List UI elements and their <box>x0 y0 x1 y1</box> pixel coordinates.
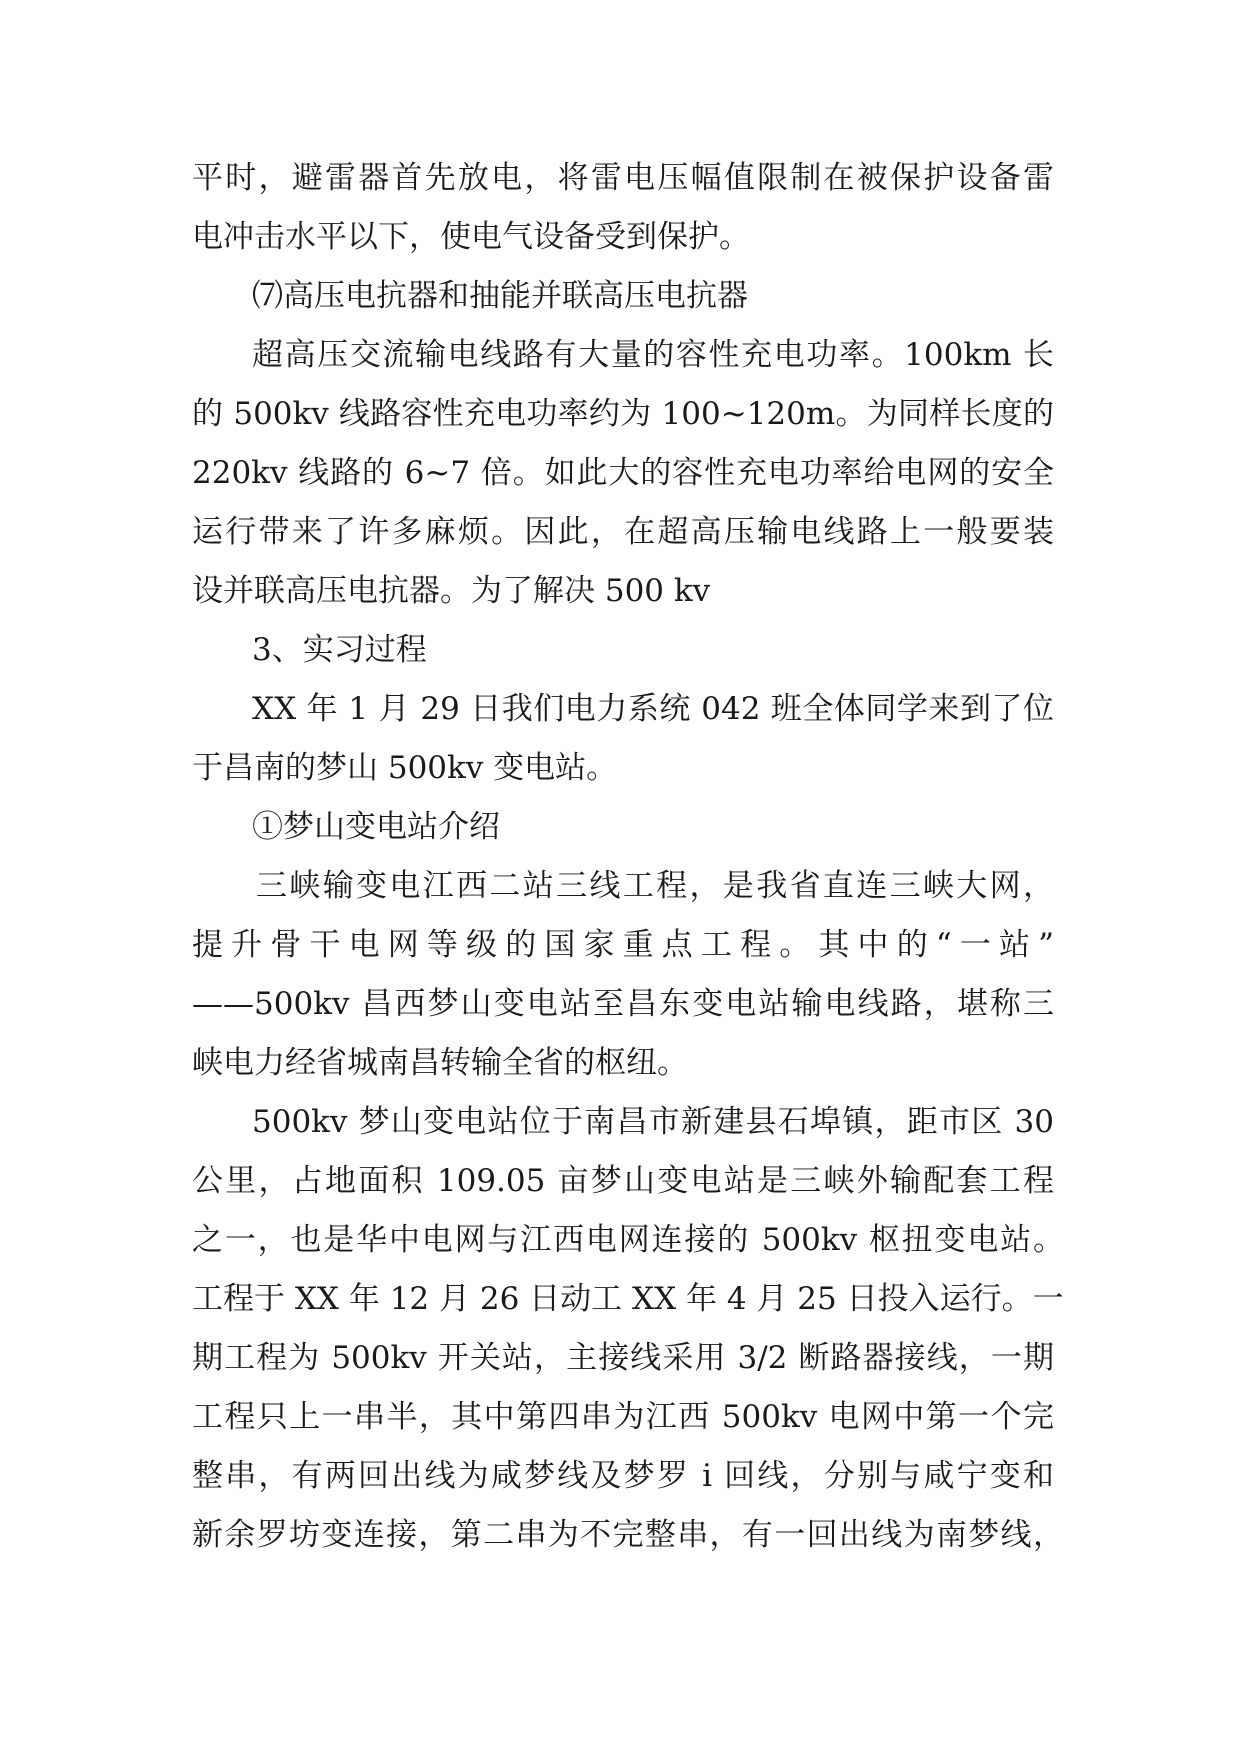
text-line: 新余罗坊变连接，第二串为不完整串，有一回出线为南梦线， <box>192 1517 1064 1553</box>
text-line: 500kv 梦山变电站位于南昌市新建县石埠镇，距市区 30 <box>252 1104 1054 1140</box>
section-heading: ①梦山变电站介绍 <box>252 809 500 845</box>
text-line: 三峡输变电江西二站三线工程，是我省直连三峡大网， <box>256 868 1054 904</box>
text-line: 电冲击水平以下，使电气设备受到保护。 <box>192 219 750 255</box>
text-line: 提升骨干电网等级的国家重点工程。其中的“一站” <box>192 927 1054 963</box>
section-heading: 3、实习过程 <box>252 632 427 668</box>
text-line: 平时，避雷器首先放电，将雷电压幅值限制在被保护设备雷 <box>192 160 1054 196</box>
text-line: 整串，有两回出线为咸梦线及梦罗 i 回线，分别与咸宁变和 <box>192 1458 1054 1494</box>
text-line: 运行带来了许多麻烦。因此，在超高压输电线路上一般要装 <box>192 514 1054 550</box>
text-line: 工程只上一串半，其中第四串为江西 500kv 电网中第一个完 <box>192 1399 1054 1435</box>
text-line: 的 500kv 线路容性充电功率约为 100~120m。为同样长度的 <box>192 396 1054 432</box>
text-line: 期工程为 500kv 开关站，主接线采用 3/2 断路器接线，一期 <box>192 1340 1054 1376</box>
text-line: 工程于 XX 年 12 月 26 日动工 XX 年 4 月 25 日投入运行。一 <box>192 1281 1064 1317</box>
text-line: 公里，占地面积 109.05 亩梦山变电站是三峡外输配套工程 <box>192 1163 1054 1199</box>
text-line: 220kv 线路的 6~7 倍。如此大的容性充电功率给电网的安全 <box>192 455 1054 491</box>
text-line: XX 年 1 月 29 日我们电力系统 042 班全体同学来到了位 <box>252 691 1054 727</box>
text-line: 超高压交流输电线路有大量的容性充电功率。100km 长 <box>252 337 1054 373</box>
section-heading: ⑺高压电抗器和抽能并联高压电抗器 <box>252 278 748 314</box>
text-line: 峡电力经省城南昌转输全省的枢纽。 <box>192 1045 688 1081</box>
text-line: 设并联高压电抗器。为了解决 500 kv <box>192 573 711 609</box>
text-line: 于昌南的梦山 500kv 变电站。 <box>192 750 618 786</box>
text-line: ——500kv 昌西梦山变电站至昌东变电站输电线路，堪称三 <box>192 986 1054 1022</box>
text-line: 之一，也是华中电网与江西电网连接的 500kv 枢扭变电站。 <box>192 1222 1064 1258</box>
